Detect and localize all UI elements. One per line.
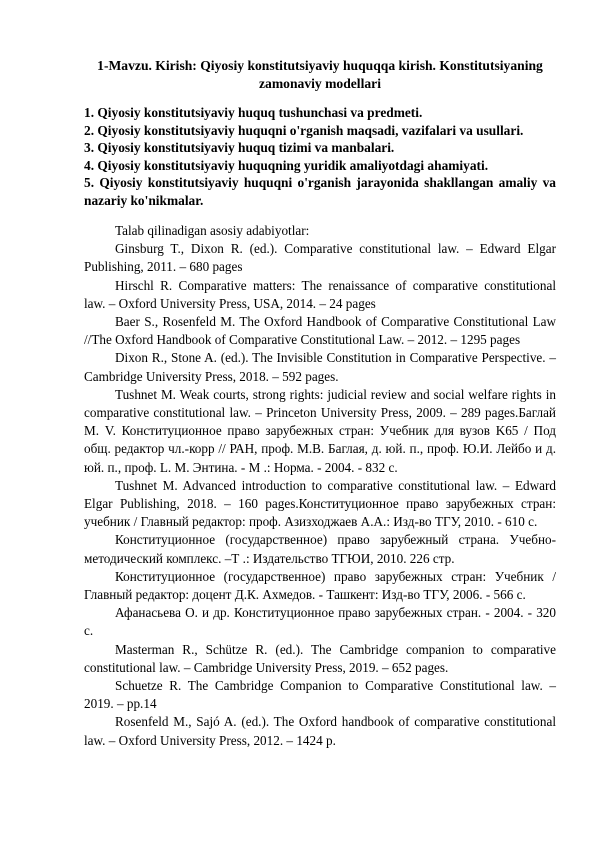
reference-item: Tushnet M. Advanced introduction to comparative constitutional law. – Edward Elgar Publishing, 2018. – 160 pages.Конституционное право зарубежных стран: учебник / Главный редактор: проф. Азизходжаев А.А.: Изд-во ТГУ, 2010. - 610 с.	[84, 477, 556, 530]
reference-item: Hirschl R. Comparative matters: The renaissance of comparative constitutional law. – Oxford University Press, USA, 2014. – 24 pages	[84, 277, 556, 311]
reference-item: Ginsburg T., Dixon R. (ed.). Comparative constitutional law. – Edward Elgar Publishing, 2011. – 680 pages	[84, 241, 556, 275]
topic-item: 4. Qiyosiy konstitutsiyaviy huquqning yuridik amaliyotdagi ahamiyati.	[84, 157, 489, 173]
reference-item: Tushnet M. Weak courts, strong rights: judicial review and social welfare rights in comparative constitutional law. – Princeton University Press, 2009. – 289 pages.Баглай М. V. Конституционное право зарубежных стран: Учебник для вузов K65 / Под общ. редактор чл.-корр // РАН, проф. М.В. Баглая, д. юй. п., проф. Ю.И. Лейбо и д. юй. п., проф. L. М. Энтина. - М .: Норма. - 2004. - 832 с.	[84, 386, 556, 475]
references-heading: Talab qilinadigan asosiy adabiyotlar:	[115, 223, 310, 238]
reference-item: Rosenfeld M., Sajó A. (ed.). The Oxford handbook of comparative constitutional law. – Oxford University Press, 2012. – 1424 p.	[84, 714, 556, 748]
reference-item: Masterman R., Schütze R. (ed.). The Cambridge companion to comparative constitutional law. – Cambridge University Press, 2019. – 652 pages.	[84, 641, 556, 675]
reference-item: Конституционное (государственное) право зарубежных стран: Учебник / Главный редактор: доцент Д.К. Ахмедов. - Ташкент: Изд-во ТГУ, 2006. - 566 с.	[84, 568, 556, 603]
reference-item: Dixon R., Stone A. (ed.). The Invisible Constitution in Comparative Perspective. – Cambridge University Press, 2018. – 592 pages.	[84, 350, 556, 384]
reference-list	[84, 240, 556, 750]
reference-item: Конституционное (государственное) право зарубежный страна. Учебно-методический комплекс. –Т .: Издательство ТГЮИ, 2010. 226 стр.	[84, 532, 556, 566]
topic-item: 3. Qiyosiy konstitutsiyaviy huquq tizimi va manbalari.	[84, 140, 395, 155]
reference-item: Baer S., Rosenfeld M. The Oxford Handbook of Comparative Constitutional Law //The Oxford Handbook of Comparative Constitutional Law. – 2012. – 1295 pages	[84, 314, 556, 348]
topic-item: 1. Qiyosiy konstitutsiyaviy huquq tushunchasi va predmeti.	[84, 105, 423, 120]
topic-list	[84, 104, 556, 209]
document-title: 1-Mavzu. Kirish: Qiyosiy konstitutsiyaviy huquqqa kirish. Konstitutsiyaning zamonaviy modellari	[97, 58, 543, 91]
topic-item: 5. Qiyosiy konstitutsiyaviy huquqni o'rganish jarayonida shakllangan amaliy va nazariy ko'nikmalar.	[84, 175, 556, 208]
topic-item: 2. Qiyosiy konstitutsiyaviy huquqni o'rganish maqsadi, vazifalari va usullari.	[84, 122, 524, 138]
document-page	[84, 57, 556, 750]
reference-item: Schuetze R. The Cambridge Companion to Comparative Constitutional law. – 2019. – pp.14	[84, 678, 556, 712]
reference-item: Афанасьева О. и др. Конституционное право зарубежных стран. - 2004. - 320 с.	[84, 605, 556, 639]
